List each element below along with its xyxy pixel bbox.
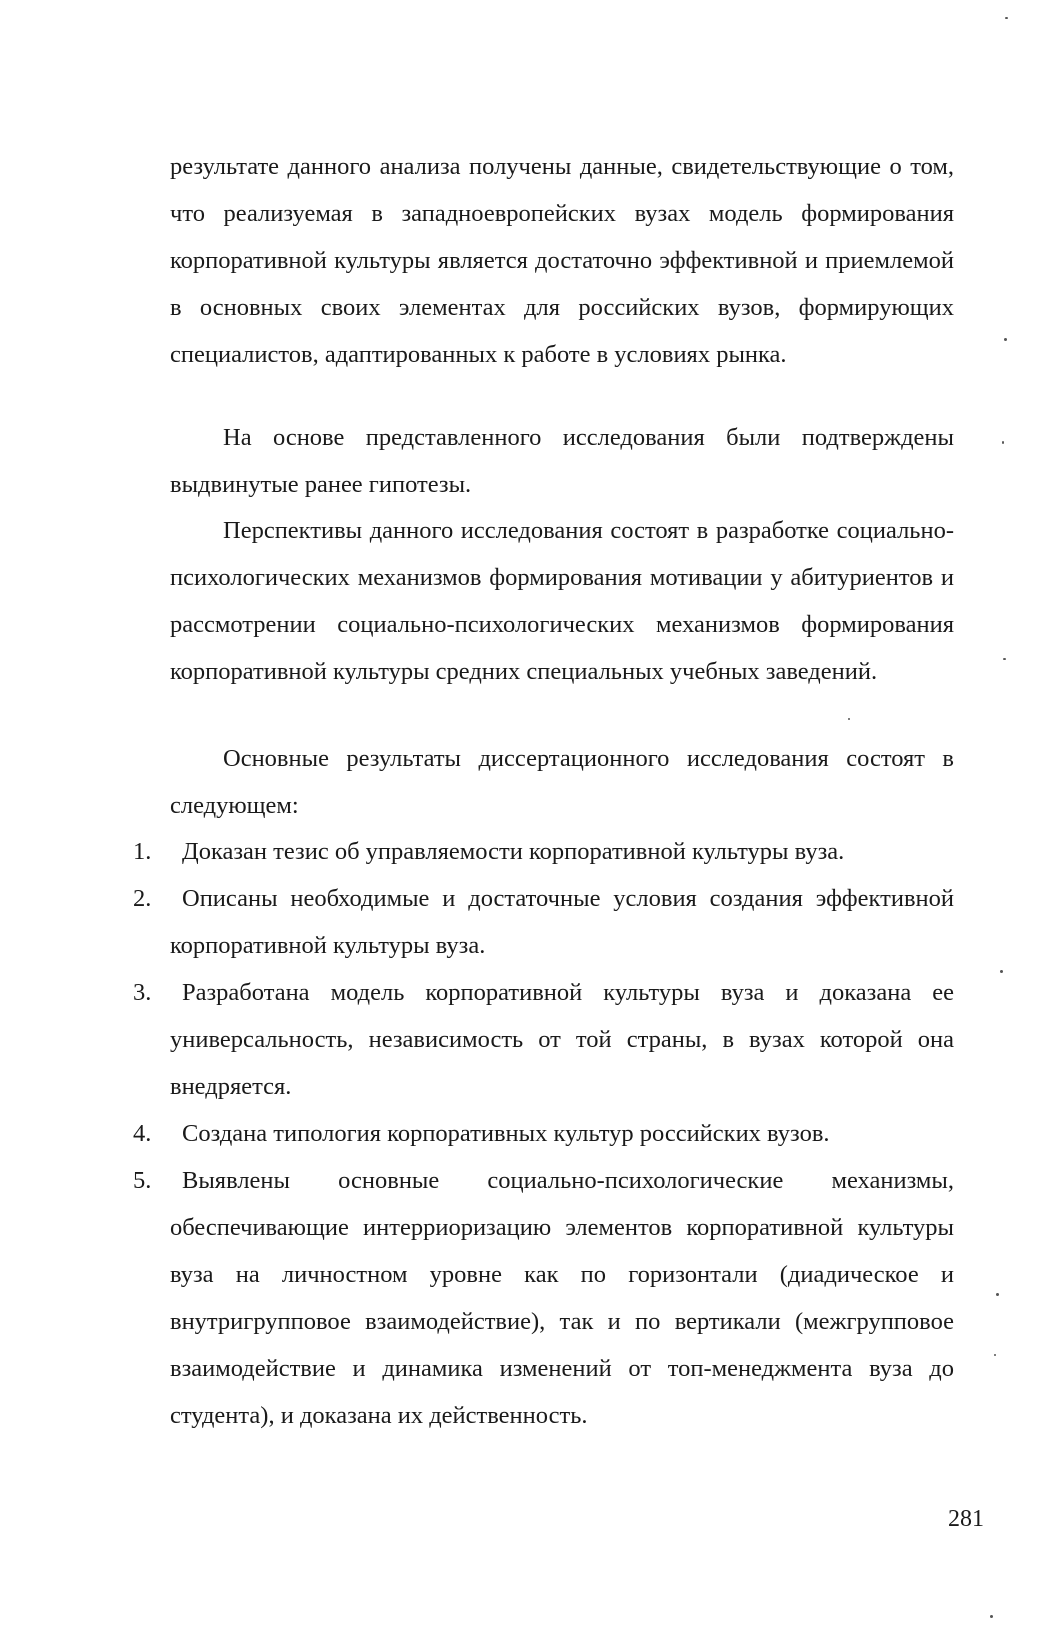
paragraph-text: Перспективы данного исследования состоят в разработке социально-психологических механизмов формирования мотивации у абитуриентов и рассмотрении социально-психологических механизмов формирования корпоративной культуры средних специальных учебных заведений.	[170, 517, 954, 685]
page-number: 281	[948, 1506, 984, 1532]
scan-speck	[848, 718, 850, 720]
list-item-text: Разработана модель корпоративной культуры вуза и доказана ее универсальность, независимость от той страны, в вузах которой она внедряется.	[170, 979, 954, 1100]
paragraph-results-intro	[170, 735, 954, 829]
paragraph-continuation	[170, 143, 954, 378]
list-item	[133, 969, 954, 1110]
list-item	[133, 1110, 954, 1157]
scan-speck	[1005, 17, 1008, 19]
scan-speck	[994, 1354, 996, 1356]
list-item	[133, 1157, 954, 1439]
paragraph-hypotheses	[170, 414, 954, 508]
list-item-number: 2.	[133, 885, 152, 912]
paragraph-text: Основные результаты диссертационного исследования состоят в следующем:	[170, 745, 954, 819]
scan-speck	[1004, 338, 1007, 341]
scan-speck	[990, 1615, 993, 1618]
list-item-text: Создана типология корпоративных культур российских вузов.	[182, 1120, 830, 1147]
list-item	[133, 875, 954, 969]
paragraph-perspectives	[170, 507, 954, 695]
list-item-text: Описаны необходимые и достаточные условия создания эффективной корпоративной культуры вуза.	[170, 885, 954, 959]
scan-speck	[1002, 441, 1004, 444]
list-item	[133, 828, 954, 875]
list-item-number: 1.	[133, 838, 152, 865]
scan-speck	[996, 1293, 999, 1296]
list-item-number: 3.	[133, 979, 152, 1006]
list-item-number: 5.	[133, 1167, 152, 1194]
paragraph-text: На основе представленного исследования были подтверждены выдвинутые ранее гипотезы.	[170, 424, 954, 498]
scan-speck	[1000, 970, 1003, 973]
list-item-number: 4.	[133, 1120, 152, 1147]
paragraph-text: результате данного анализа получены данные, свидетельствующие о том, что реализуемая в западноевропейских вузах модель формирования корпоративной культуры является достаточно эффективной и приемлемой в основных своих элементах для российских вузов, формирующих специалистов, адаптированных к работе в условиях рынка.	[170, 153, 954, 368]
list-item-text: Выявлены основные социально-психологические механизмы, обеспечивающие интерриоризацию элементов корпоративной культуры вуза на личностном уровне как по горизонтали (диадическое и внутригрупповое взаимодействие), так и по вертикали (межгрупповое взаимодействие и динамика изменений от топ-менеджмента вуза до студента), и доказана их действенность.	[170, 1167, 954, 1429]
results-list	[133, 828, 954, 1439]
scan-speck	[1003, 658, 1006, 660]
list-item-text: Доказан тезис об управляемости корпоративной культуры вуза.	[182, 838, 845, 865]
